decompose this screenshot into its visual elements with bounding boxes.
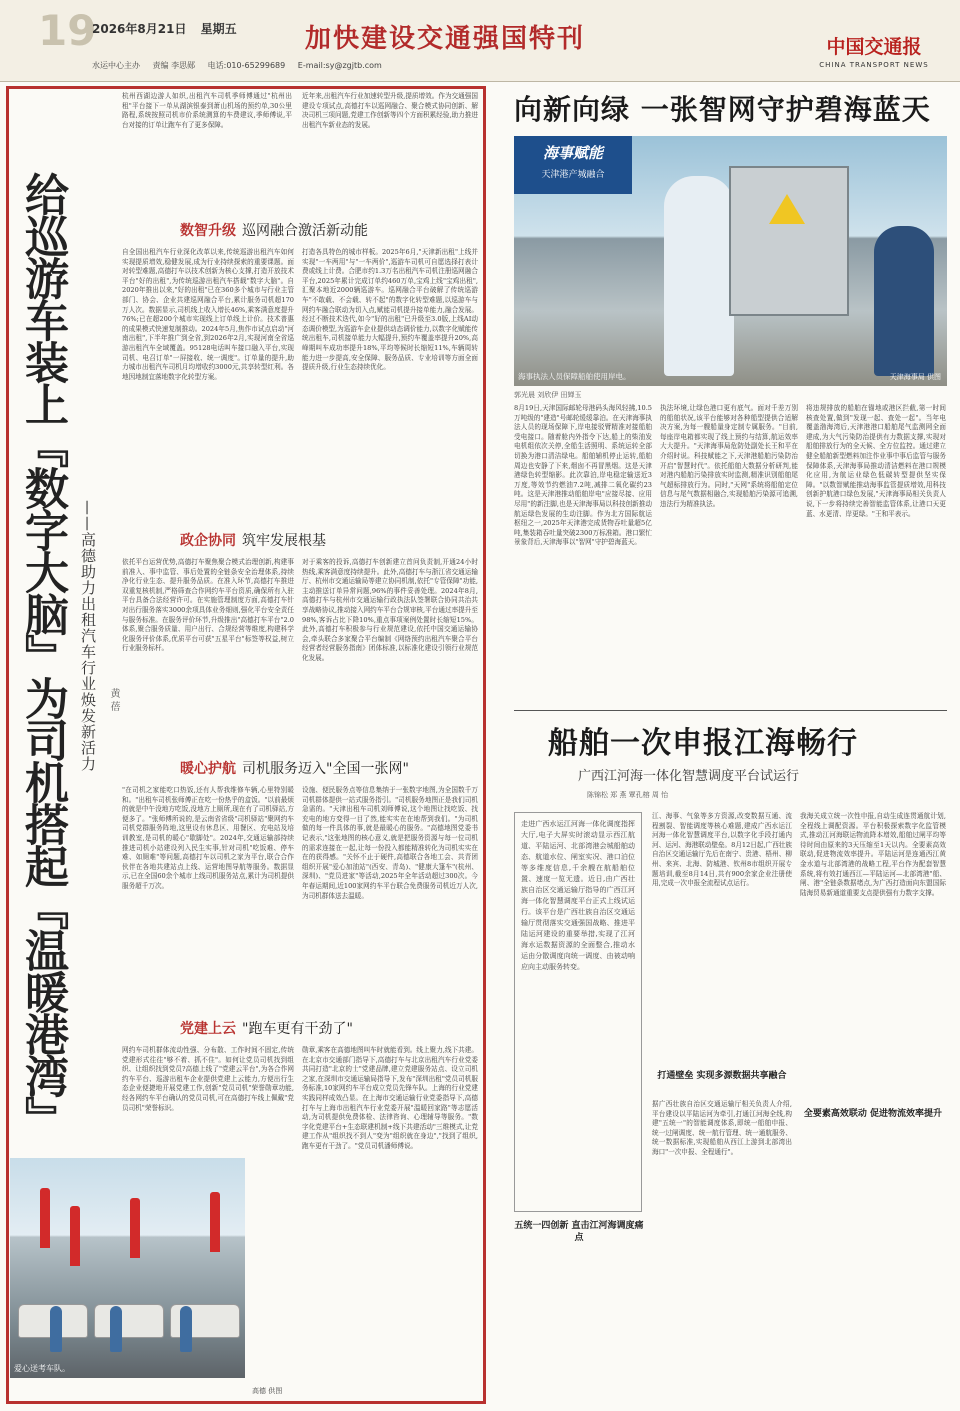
right-bottom-headline: 船舶一次申报江海畅行 xyxy=(548,726,858,761)
section-1-col2: 打造各具特色的城市样板。2025年6月,"天津新出租"上线并实现"一车两用"与"一车两价",巡游车司机可自愿选择打表计费或线上计费。合肥市约1.3万名出租汽车司机注册巡网融合平台,2025年累计完成订单约460万单,宝鸡上线"宝鸡出租",汇聚本地近2000辆巡游车。巡网融合平台破解了传统巡游车"不敢载、不会载、转不起"的数字化转型难题,以巡游车与网约车融合联动为切入点,赋能司机提升接单能力,融合发展。经过不断技术迭代,如今"好的出租"已升级至3.0版,上线AI动态调价模型,为巡游车企业提供动态调价能力,以数字化赋能传统出租车,司机接单能力大幅提升,预约车覆盖率提升20%,高峰期叫车成功率提升18%,平均等候时长缩短11%,车辆周转能力进一步提高,安全保障、服务品质、专业培训等方面全面提质升级,行业生态持续优化。 xyxy=(302,248,478,372)
credit-editor: 责编 李思郧 xyxy=(152,61,196,70)
person-shape xyxy=(180,1306,192,1352)
section-heading-3 xyxy=(180,758,409,778)
right-bottom-col2: 江、海事、气象等多方资源,改变数据互通、流程割裂、智能调度等核心难题,建成广西水运江河海一体化智慧调度平台,以数字化手段打通内河、运河、海港联动壁垒。8月12日起,广西壮族自治区交通运输厅先后在南宁、贵港、梧州、柳州、来宾、北海、防城港、钦州8市组织开展专题培训,截至8月14日,共有900余家企业注册使用,完成一次申报全流程试点运行。 xyxy=(652,812,792,888)
flag-shape xyxy=(210,1192,220,1252)
left-article-headline: 给巡游车装上『数字大脑』为司机搭起『温暖港湾』 xyxy=(17,172,68,1138)
right-bottom-col1 xyxy=(514,1250,644,1400)
subhead-3: 全要素高效联动 促进物流效率提升 xyxy=(803,1109,943,1119)
section-tag-4: 党建上云 xyxy=(180,1021,236,1037)
left-intro-col1: 杭州西湖边游人如织,出租汽车司机季师傅通过"杭州出租"平台接下一单从湖滨银泰到萧山机场的预约单,30公里路程,系统按照司机市价系统测算的车费建议,季师傅说,平台对接的订单让跑车有了更多保障。 xyxy=(122,92,292,129)
section-2-col2: 对于乘客的投诉,高德打车创新建立首问负责制,开通24小时热线,乘客满意度持续提升。此外,高德打车与浙江省交通运输厅、杭州市交通运输局等建立协同机制,依托"专管保障"功能,主动推送订单异常问题,96%的事件妥善处理。2024年8月,高德打车与杭州市交通运输行政执法队签署联合协同共治共享战略协议,推动接入网约车平台合规审核,平台通过率提升至98%,客诉占比下降10%,重点事项案例处置时长缩短15%。此外,高德打车积极参与行业规范建设,依托中国交通运输协会,牵头联合多家聚合平台编制《网络预约出租汽车聚合平台经营者经营服务指南》团体标准,以标准化建设引领行业规范化发展。 xyxy=(302,558,478,662)
page-number: 19 xyxy=(38,6,97,55)
date-line xyxy=(92,20,247,37)
divider xyxy=(514,710,947,711)
right-bottom-col4: 我海关成立统一次性申报,自动生成连贯通航计划,全程线上调配资源。平台积极探索数字化监管模式,推动江河海联运物流降本增效,船舶过闸平均等待时间由原来的3天压缩至1天以内。全要素高效联动,促进物流效率提升。平陆运河是连通西江黄金水道与北部湾港的战略工程,平台作为配套智慧系统,将有效打通西江—平陆运河—北部湾港"船、闸、港"全链条数据堵点,为广西打造面向东盟国际陆海贸易新通道重要支点提供强有力数字支撑。 xyxy=(800,812,946,897)
issue-weekday: 星期五 xyxy=(200,22,237,36)
photo-credit: 高德 供图 xyxy=(252,1387,283,1395)
photo-caption: 海事执法人员保障船舶使用岸电。 xyxy=(518,372,631,381)
section-1-col1: 自全国出租汽车行业深化改革以来,传统巡游出租汽车如何实现提质增效,稳健发展,成为行业持续探索的重要课题。面对转型难题,高德打车以技术创新为核心支撑,打造开放技术平台"好的出租",为传统巡游出租汽车搭载"数字大脑"。自2020年推出以来,"好的出租"已在360多个城市与行业主管部门、协会、企业共建巡网融合平台,累计服务司机超170万人次。数据显示,司机线上收入增长46%,乘客满意度提升76%;已在超200个城市实现线上订单线上计价。技术普惠的成果模式快速复制推动。2024年5月,焦作市试点启动"河南出租",下半年推广到全省,到2026年2月,实现河南全省巡游出租汽车全域覆盖。95128电话叫车接口融入平台,实现司机、电召订单"一屏接收、统一调度"。订单量的提升,助力城市出租汽车司机月均增收约3000元,共享转型红利。各地因地制宜落地数字化转型方案。 xyxy=(122,248,294,381)
subhead-2: 打通壁垒 实现多源数据共享融合 xyxy=(657,1071,787,1081)
section-3-col1: "在司机之家能吃口热饭,还有人帮我维修车辆,心里特别暖和。"出租车司机张师傅正在吃一份热乎的盒饭。"以前最烦的就是中午没地方吃饭,没地方上厕所,现在有了司机驿站,方便多了。"张师傅所说的,是云南省省级"司机驿站"聚网约车司机党群服务阵地,这里设有休息区、用餐区、充电站及培训教室,是司机的暖心"歇脚处"。2024年,交通运输部持续推进司机小站建设列入民生实事,针对司机"吃饭难、停车难、如厕难"等问题,高德打车以司机之家为平台,联合合作伙伴在各地共建站点上线、运营地图导航等服务。数据显示,已在全国60余个城市上线司机服务站点,累计为司机提供服务超千万次。 xyxy=(122,786,294,890)
right-top-col3: 将违规排放的船舶在锚地或港区拦截,第一时间核查处置,做到"发现一起、查处一起"。当年电覆盖渤海湾后,天津港港口船舶尾气监测网全面建成,为大气污染防治提供有力数据支撑,实现对船舶排放行为的全天候、全方位监控。通过建立健全船舶新型燃料加注作业事中事后监管与服务保障体系,天津海事局推动清洁燃料在港口规模化应用,为航运业绿色低碳转型提供坚实保障。"以数智赋能推动海事监管提质增效,用科技创新护航港口绿色发展,"天津海事局相关负责人说,下一步将持续完善智能监管体系,让港口天更蓝、水更清、岸更绿。"王和平表示。 xyxy=(806,404,946,518)
paper-logo xyxy=(814,32,934,69)
badge-line-2: 天津港产城融合 xyxy=(541,170,605,180)
section-tag-1: 数智升级 xyxy=(180,223,236,239)
officer-shape xyxy=(664,176,734,376)
section-title-1: 巡网融合激活新动能 xyxy=(242,223,368,239)
flag-shape xyxy=(40,1188,50,1248)
right-top-col2: 执法环境,让绿色港口更有底气。面对千差万别的船舶状况,该平台能够对各种船型提供合适解决方案,为每一艘船量身定制专属服务。"目前,每座岸电箱都实现了线上预约与结算,航运效率大大提升。"天津海事局危防处副处长王和平在介绍时说。科技赋能之下,天津港船舶污染防治开启"智慧时代"。依托船舶大数据分析研判,能对港内船舶污染排放实时监测,精准识别船舶尾气超标排放行为。同时,"天网"系统将船舶定位信息与尾气数据相融合,实现船舶污染源可追溯,违法行为精准执法。 xyxy=(660,404,798,508)
person-shape xyxy=(110,1306,122,1352)
section-4-col2: 勋章,乘客在高德地图叫车时就能看到。线上聚力,线下共建。在北京市交通部门指导下,高德打车与北京出租汽车行业党委共同打造"北京的士"党建品牌,建立党建服务站点、设立司机之家,在深圳市交通运输局指导下,发布"深圳出租"党员司机服务标准,10家网约车平台成立党员先锋车队。上海的行业党建实践同样成效凸显。在上海市交通运输行业党委指导下,高德打车与上海市出租汽车行业党委开展"温暖回家路"等志愿活动,为司机提供免费体检、法律咨询、心理辅导等服务。"数字化党建平台+生态联建机制+线下共建活动"三维模式,让党建工作从"组织找不到人"变为"组织就在身边","找到了组织,跑车更有干劲了。"党员司机潘师傅说。 xyxy=(302,1046,478,1150)
left-article-subtitle: ——高德助力出租汽车行业焕发新活力 xyxy=(79,500,97,772)
section-heading-1 xyxy=(180,220,368,240)
editor-credits xyxy=(92,60,392,71)
badge-line-1: 海事赋能 xyxy=(542,144,603,162)
right-bottom-col3: 据广西壮族自治区交通运输厅相关负责人介绍,平台建设以平陆运河为牵引,打通江河海全线,构建"五统一"的智能调度体系,即统一船舶申报、统一过闸调度、统一航行管理、统一通航服务、统一数据标准,实现船舶从西江上游到北部湾出海口"一次申报、全程通行"。 xyxy=(652,1100,792,1156)
warning-sign-icon xyxy=(769,194,805,224)
credit-phone: 电话:010-65299689 xyxy=(207,61,286,70)
subhead-1: 五统一四创新 直击江河海调度痛点 xyxy=(514,1221,644,1243)
section-3-col2: 设施、便民服务点等信息集纳于一张数字地图,为全国数千万司机群体提供一站式服务指引。"司机服务地图正是我们司机急需的。"天津出租车司机刘师傅说,这个地图让找吃饭、找充电的地方变得一目了然,能实实在在地帮到我们。"为司机做的每一件具体的事,就是最暖心的服务。"高德地图党委书记表示,"这张地图的核心意义,就是把服务资源与每一位司机的需求连接在一起,让每一份投入都能精准转化为司机实实在在的获得感。"关怀不止于硬件,高德联合各地工会、共青团组织开展"爱心加油站"(西安、青岛)、"健康大篷车"(杭州、深圳)、"党员进家"等活动,2025年全年活动超过300次。今年春运期间,近100家网约车平台联合免费服务司机近万人次,为司机群体送去温暖。 xyxy=(302,786,478,900)
worker-shape xyxy=(874,226,934,376)
person-shape xyxy=(50,1306,62,1352)
right-bottom-byline: 陈锦松 郑 燕 覃孔榕 周 怡 xyxy=(587,791,669,799)
right-bottom-subtitle: 广西江河海一体化智慧调度平台试运行 xyxy=(578,769,800,784)
port-shore-power-photo xyxy=(514,136,947,386)
boxed-intro xyxy=(514,812,642,1212)
section-tag-3: 暖心护航 xyxy=(180,761,236,777)
photo-caption: 爱心送考车队。 xyxy=(14,1364,70,1373)
taxi-fleet-photo xyxy=(10,1158,245,1378)
section-heading-4 xyxy=(180,1018,353,1038)
paper-name-cn: 中国交通报 xyxy=(826,36,922,58)
credit-email: E-mail:sy@zgjtb.com xyxy=(297,61,382,70)
right-top-byline: 郭光晨 刘欣伊 田婵玉 xyxy=(514,391,582,399)
boxed-intro-text: 走进广西水运江河海一体化调度指挥大厅,电子大屏实时滚动显示西江航道、平陆运河、北部湾港会城船舶动态、航道水位、闸室实况、港口泊位等多维度信息,千余艘在航船舶位置、速度一览无遗。近日,由广西壮族自治区交通运输厅指导的广西江河海一体化智慧调度平台正式上线试运行。该平台是广西壮族自治区交通运输厅贯彻落实交通强国战略、推进平陆运河建设的重要举措,实现了江河海水运数据资源的全面整合,推动水运由分散调度向统一调度、由被动响应向主动服务转变。 xyxy=(521,820,635,971)
right-top-headline: 向新向绿 一张智网守护碧海蓝天 xyxy=(514,93,931,126)
power-box-shape xyxy=(729,166,849,316)
section-title-4: "跑车更有干劲了" xyxy=(242,1021,353,1037)
right-top-col1: 8月19日,天津国际邮轮母港码头海风轻拂,10.5万吨级的"建造"号邮轮缓缓靠泊。在天津海事执法人员的现场保障下,岸电接驳臂精准对接船舶受电接口。随着舱内外指令下达,船上的柴油发电机组依次关停,全船生活照明、系统运转全部切换为港口清洁绿电。船舶辅机停止运转,船舶周边也安静了下来,烟囱不再冒黑烟。这是天津港绿色转型缩影。此次靠泊,岸电稳定输送近3万度,等效节约燃油7.2吨,减排二氧化碳约23吨。这是天津港推动船舶岸电"应接尽接、应用尽用"的新注脚,也是天津海事局以科技创新推动航运绿色发展的生动注脚。作为北方国际航运枢纽之一,2025年天津港完成货物吞吐量超5亿吨,集装箱吞吐量突破2300万标准箱。港口繁忙景象背后,天津海事以"智网"守护碧海蓝天。 xyxy=(514,404,652,547)
taxi-shape xyxy=(94,1304,164,1338)
column-badge xyxy=(514,136,632,194)
left-intro-col2: 近年来,出租汽车行业加速转型升级,提质增效。作为交通强国建设专项试点,高德打车以巡网融合、聚合模式协同创新、解决司机三项问题,党建工作创新等四个方面积累经验,助力推进出租汽车新业态的发展。 xyxy=(302,92,478,129)
section-2-col1: 依托平台运营优势,高德打车聚焦聚合模式治理创新,构建事前准入、事中监管、事后处置的全链条安全治理体系,持续净化行业生态、提升服务品质。在准入环节,高德打车推进双重复核机制,严格筛查合作网约车平台资质,确保所有入驻平台具备合法经营许可。在实施管理制度方面,高德打车针对出行服务落实3000余项具体业务细则,强化平台安全责任与服务标准。在服务评价环节,升级推出"高德打车平台"2.0体系,聚合服务质量、用户出行、合规经营等维度,构建科学化服务评价体系,优质平台可获"五星平台"标签等权益,树立行业服务标杆。 xyxy=(122,558,294,653)
section-tag-2: 政企协同 xyxy=(180,533,236,549)
section-title-2: 筑牢发展根基 xyxy=(242,533,326,549)
masthead xyxy=(0,0,960,82)
section-title: 加快建设交通强国特刊 xyxy=(305,24,586,54)
issue-date: 2026年8月21日 xyxy=(92,22,187,36)
section-heading-2 xyxy=(180,530,326,550)
section-4-col1: 网约车司机群体流动性强、分布散、工作时间不固定,传统党建形式往往"够不着、抓不住"。如何让党员司机找到组织、让组织找到党员?高德上线了"党建云平台",为各合作网约车平台、巡游出租车企业提供党建上云能力,方便出行生态企业便捷地开展党建工作,创新"党员司机"荣誉勋章功能,经各网约车平台确认的党员司机,可在高德打车线上佩戴"党员司机"荣誉标识。 xyxy=(122,1046,294,1112)
flag-shape xyxy=(130,1198,140,1258)
credit-organizer: 水运中心主办 xyxy=(92,61,140,70)
left-article-byline: 黄 蓓 xyxy=(108,688,119,712)
section-title-3: 司机服务迈入"全国一张网" xyxy=(242,761,409,777)
paper-name-en: CHINA TRANSPORT NEWS xyxy=(819,61,929,69)
photo-credit: 天津海事局 供图 xyxy=(889,373,941,381)
flag-shape xyxy=(70,1206,80,1266)
